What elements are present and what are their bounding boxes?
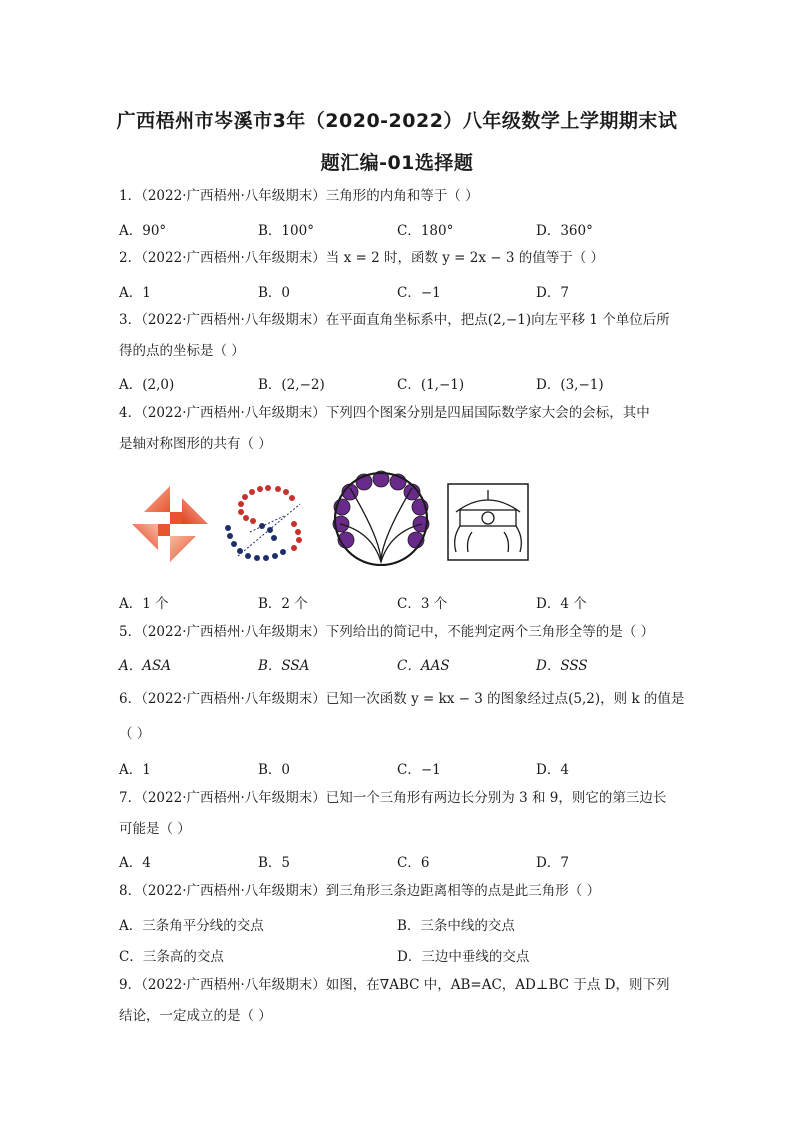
- option-a: A．(2,0): [119, 377, 175, 393]
- option-a: A．1: [119, 285, 151, 301]
- option-b: B．三条中线的交点: [397, 918, 515, 934]
- option-c: C．6: [397, 855, 430, 871]
- option-b: B．5: [258, 855, 291, 871]
- question-8-stem: 8．（2022·广西梧州·八年级期末）到三角形三条边距离相等的点是此三角形（ ）: [119, 883, 601, 899]
- option-c: C．−1: [397, 762, 441, 778]
- pinwheel-logo-icon: [130, 484, 210, 564]
- option-b: B．2 个: [258, 596, 308, 612]
- question-3-stem-cont: 得的点的坐标是（ ）: [119, 343, 245, 359]
- option-b: B．SSA: [258, 658, 310, 674]
- question-9-stem: 9．（2022·广西梧州·八年级期末）如图，在∇ABC 中，AB=AC，AD⊥BC 于点 D，则下列: [119, 977, 670, 993]
- option-d: D．4: [536, 762, 569, 778]
- option-a: A．ASA: [119, 658, 171, 674]
- question-8-options-row2: [0, 945, 794, 963]
- option-b: B．100°: [258, 223, 314, 239]
- question-5-options: [0, 654, 794, 672]
- question-6-stem-cont: （ ）: [119, 726, 151, 742]
- question-6-options: [0, 758, 794, 776]
- option-d: D．7: [536, 855, 569, 871]
- question-3-stem: 3．（2022·广西梧州·八年级期末）在平面直角坐标系中，把点(2,−1)向左平移 1 个单位后所: [119, 312, 670, 328]
- question-5-stem: 5．（2022·广西梧州·八年级期末）下列给出的简记中，不能判定两个三角形全等的是（ ）: [119, 624, 655, 640]
- document-title-line1: 广西梧州市岑溪市3年（2020-2022）八年级数学上学期期末试: [116, 110, 678, 132]
- option-a: A．1 个: [119, 596, 169, 612]
- option-a: A．1: [119, 762, 151, 778]
- option-b: B．0: [258, 762, 291, 778]
- option-b: B．(2,−2): [258, 377, 325, 393]
- question-1-stem: 1．（2022·广西梧州·八年级期末）三角形的内角和等于（ ）: [119, 188, 479, 204]
- question-2-options: [0, 281, 794, 299]
- option-b: B．0: [258, 285, 291, 301]
- option-d: D．360°: [536, 223, 593, 239]
- option-d: D．4 个: [536, 596, 587, 612]
- question-4-figures: [0, 470, 794, 570]
- document-title-line2: 题汇编-01选择题: [320, 152, 474, 174]
- option-c: C．180°: [397, 223, 454, 239]
- question-9-stem-cont: 结论，一定成立的是（ ）: [119, 1008, 272, 1024]
- option-a: A．90°: [119, 223, 167, 239]
- framed-figure-logo-icon: [446, 482, 530, 562]
- question-2-stem: 2．（2022·广西梧州·八年级期末）当 x = 2 时，函数 y = 2x − 3 的值等于（ ）: [119, 250, 605, 266]
- option-d: D．三边中垂线的交点: [397, 949, 530, 965]
- question-6-stem: 6．（2022·广西梧州·八年级期末）已知一次函数 y = kx − 3 的图象经过点(5,2)，则 k 的值是: [119, 691, 685, 707]
- question-4-stem-cont: 是轴对称图形的共有（ ）: [119, 436, 272, 452]
- option-d: D．(3,−1): [536, 377, 604, 393]
- option-c: C．三条高的交点: [119, 949, 224, 965]
- scalloped-circle-logo-icon: [332, 470, 430, 568]
- option-d: D．SSS: [536, 658, 588, 674]
- question-1-options: [0, 219, 794, 237]
- question-8-options-row1: [0, 914, 794, 932]
- option-c: C．AAS: [397, 658, 450, 674]
- option-a: A．4: [119, 855, 151, 871]
- option-c: C．3 个: [397, 596, 448, 612]
- question-7-options: [0, 851, 794, 869]
- question-3-options: [0, 373, 794, 391]
- option-a: A．三条角平分线的交点: [119, 918, 264, 934]
- option-c: C．−1: [397, 285, 441, 301]
- dotted-spiral-logo-icon: [222, 482, 314, 568]
- option-c: C．(1,−1): [397, 377, 465, 393]
- option-d: D．7: [536, 285, 569, 301]
- question-4-stem: 4．（2022·广西梧州·八年级期末）下列四个图案分别是四届国际数学家大会的会标，其中: [119, 405, 650, 421]
- question-7-stem-cont: 可能是（ ）: [119, 821, 191, 837]
- question-4-options: [0, 592, 794, 610]
- question-7-stem: 7．（2022·广西梧州·八年级期末）已知一个三角形有两边长分别为 3 和 9，则它的第三边长: [119, 790, 667, 806]
